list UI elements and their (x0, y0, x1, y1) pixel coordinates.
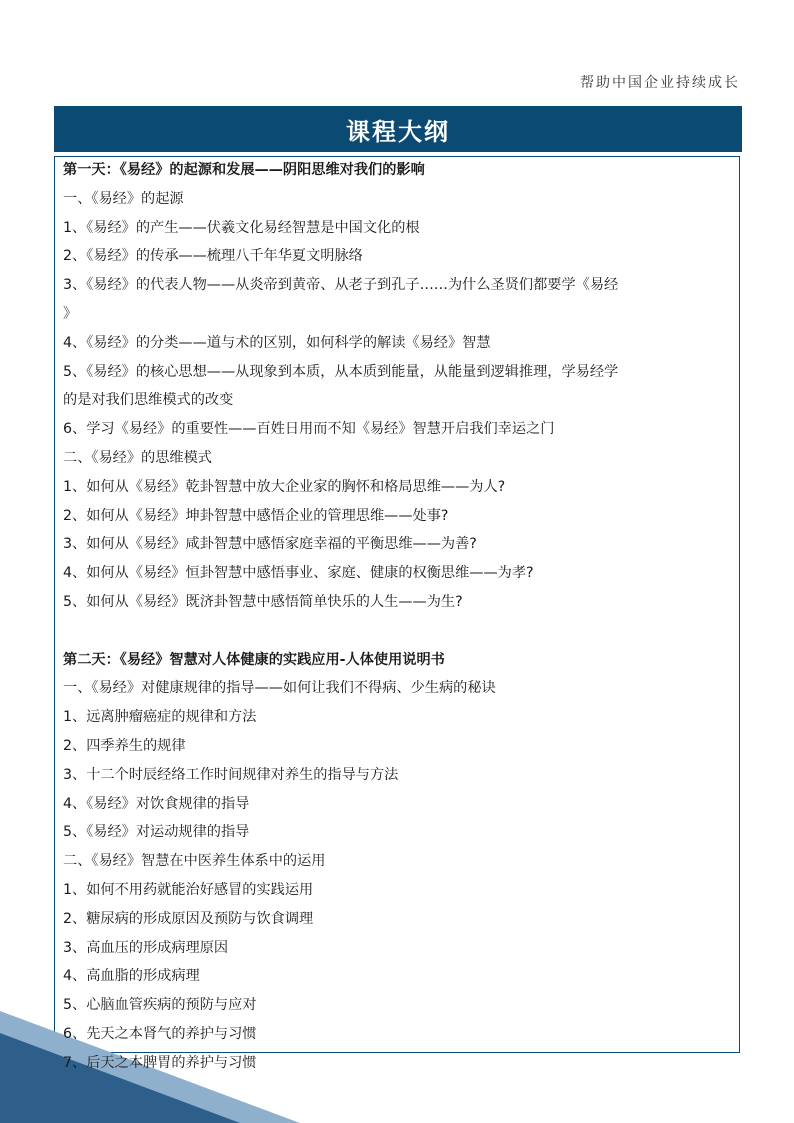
outline-line: 1、远离肿瘤癌症的规律和方法 (63, 709, 257, 726)
outline-line: 二、《易经》智慧在中医养生体系中的运用 (63, 853, 326, 870)
outline-line: 3、《易经》的代表人物——从炎帝到黄帝、从老子到孔子……为什么圣贤们都要学《易经 (63, 277, 619, 294)
section-spacer (63, 617, 713, 646)
day1-lines (63, 185, 713, 617)
outline-line: 4、如何从《易经》恒卦智慧中感悟事业、家庭、健康的权衡思维——为孝? (63, 565, 534, 582)
course-outline (63, 156, 713, 1078)
outline-line: 5、如何从《易经》既济卦智慧中感悟简单快乐的人生——为生? (63, 593, 463, 610)
outline-line: 2、如何从《易经》坤卦智慧中感悟企业的管理思维——处事? (63, 507, 449, 524)
outline-line: 5、《易经》对运动规律的指导 (63, 824, 250, 841)
day1-section (63, 156, 713, 617)
outline-line: 3、高血压的形成病理原因 (63, 939, 229, 956)
outline-line: 6、学习《易经》的重要性——百姓日用而不知《易经》智慧开启我们幸运之门 (63, 421, 555, 438)
outline-line: 一、《易经》的起源 (63, 190, 184, 207)
day2-section (63, 646, 713, 1078)
outline-line: 2、四季养生的规律 (63, 737, 186, 754)
outline-line: 二、《易经》的思维模式 (63, 449, 212, 466)
header-slogan: 帮助中国企业持续成长 (580, 75, 740, 91)
outline-line: 的是对我们思维模式的改变 (63, 392, 234, 409)
title-banner (54, 106, 742, 152)
banner-title: 课程大纲 (346, 117, 450, 146)
outline-line: 5、《易经》的核心思想——从现象到本质，从本质到能量，从能量到逻辑推理，学易经学 (63, 363, 619, 380)
outline-line: 4、《易经》的分类——道与术的区别，如何科学的解读《易经》智慧 (63, 334, 491, 351)
day2-lines (63, 674, 713, 1077)
outline-line: 6、先天之本肾气的养护与习惯 (63, 1025, 257, 1042)
outline-line: 》 (63, 305, 78, 322)
outline-line: 2、糖尿病的形成原因及预防与饮食调理 (63, 910, 314, 927)
outline-line: 1、如何不用药就能治好感冒的实践运用 (63, 881, 314, 898)
outline-line: 5、心脑血管疾病的预防与应对 (63, 997, 257, 1014)
outline-line: 4、《易经》对饮食规律的指导 (63, 795, 250, 812)
outline-line: 4、高血脂的形成病理 (63, 968, 200, 985)
outline-line: 1、如何从《易经》乾卦智慧中放大企业家的胸怀和格局思维——为人? (63, 478, 506, 495)
day2-title: 第二天：《易经》智慧对人体健康的实践应用-人体使用说明书 (63, 651, 445, 668)
outline-line: 3、如何从《易经》咸卦智慧中感悟家庭幸福的平衡思维——为善? (63, 536, 477, 553)
outline-line: 7、后天之本脾胃的养护与习惯 (63, 1054, 257, 1071)
outline-line: 3、十二个时辰经络工作时间规律对养生的指导与方法 (63, 766, 399, 783)
outline-line: 一、《易经》对健康规律的指导——如何让我们不得病、少生病的秘诀 (63, 680, 496, 697)
outline-line: 2、《易经》的传承——梳理八千年华夏文明脉络 (63, 248, 363, 265)
outline-line: 1、《易经》的产生——伏羲文化易经智慧是中国文化的根 (63, 219, 420, 236)
day1-title: 第一天：《易经》的起源和发展——阴阳思维对我们的影响 (63, 162, 425, 178)
